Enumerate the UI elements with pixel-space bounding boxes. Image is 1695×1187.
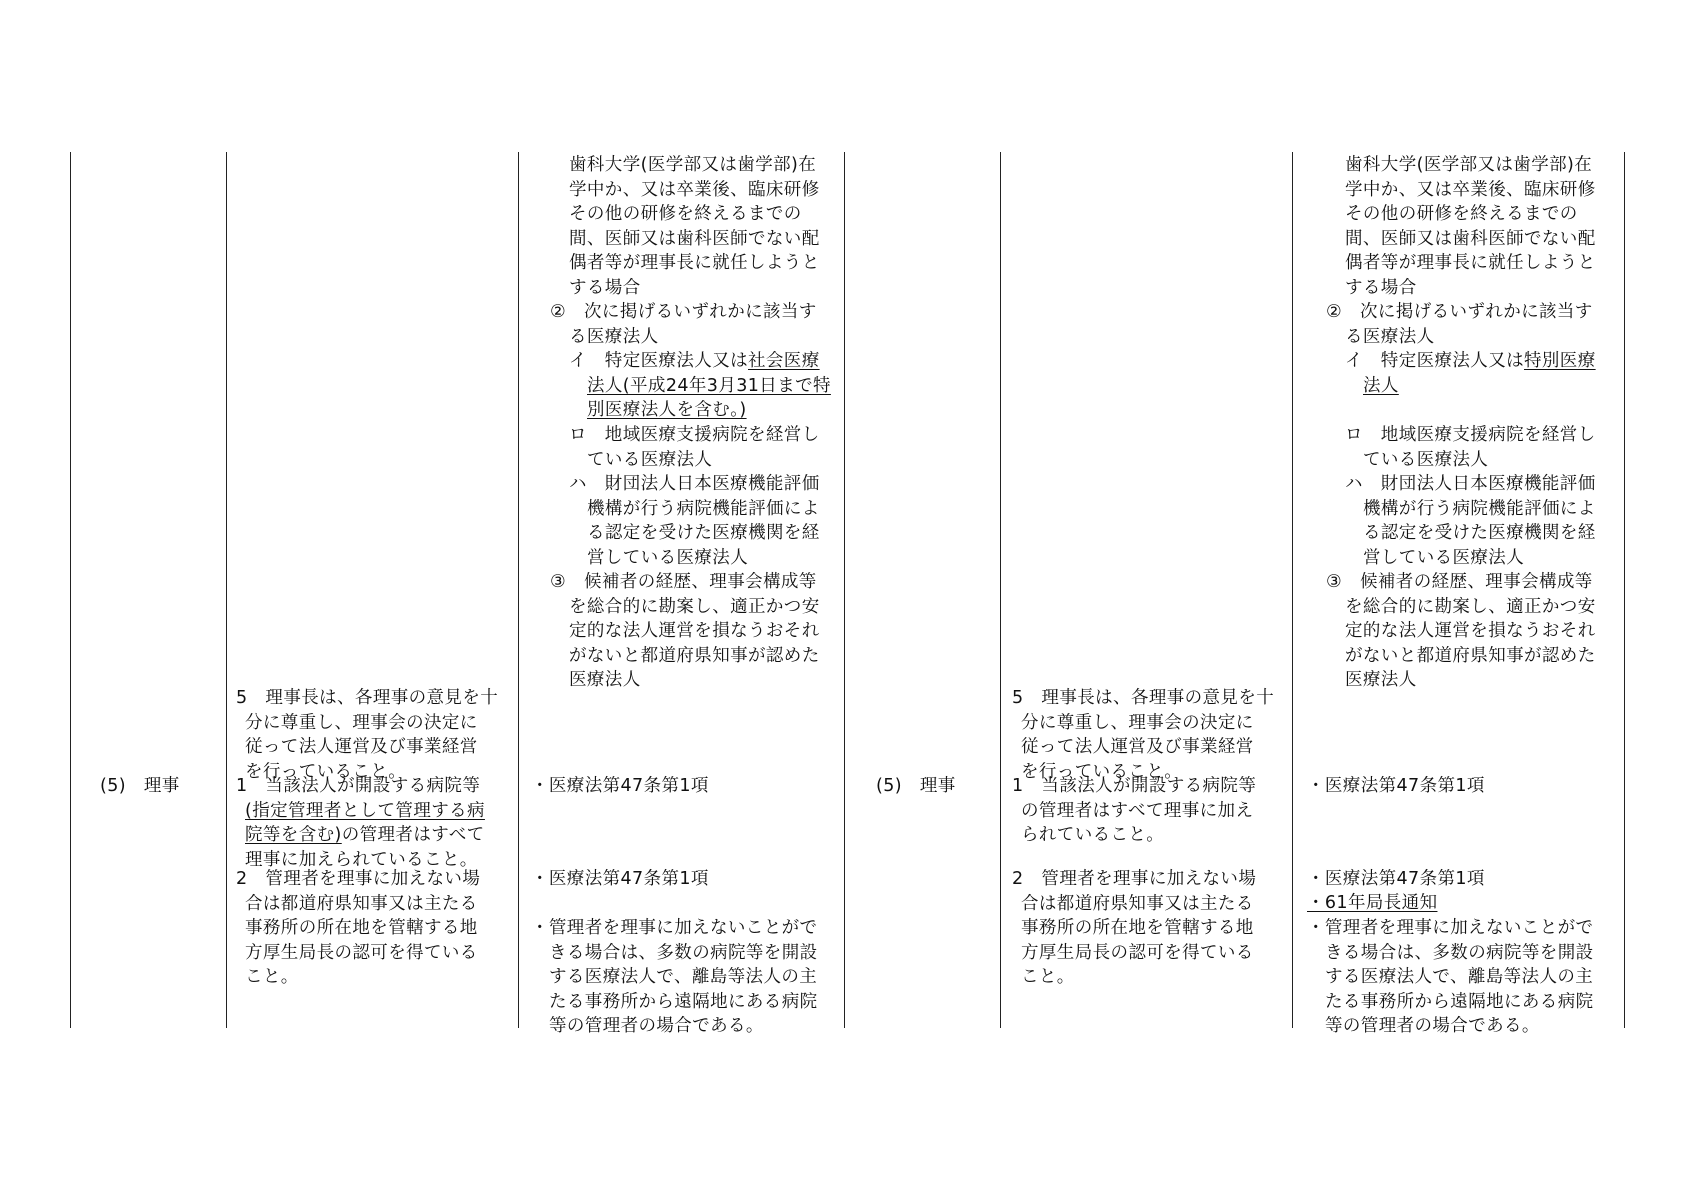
underlined-amendment: 法人: [1363, 375, 1399, 396]
section-label: (5) 理事: [100, 776, 180, 796]
text-line: 2 管理者を理事に加えない場: [1012, 869, 1257, 889]
text-line: 5 理事長は、各理事の意見を十: [1012, 688, 1275, 708]
text-line: 事務所の所在地を管轄する地: [245, 918, 478, 938]
reference-1: ・医療法第47条第1項: [1307, 776, 1485, 796]
top-note: [1345, 153, 1596, 300]
text-line: 方厚生局長の認可を得ている: [1021, 942, 1254, 963]
text-line: 営している医療法人: [1363, 547, 1525, 568]
text-line: る医療法人: [569, 326, 659, 347]
text-span: イ 特定医療法人又は: [569, 351, 748, 371]
requirement-1: [1012, 774, 1256, 848]
text-line: する場合: [569, 277, 641, 298]
text-line: 1 当該法人が開設する病院等: [236, 776, 481, 796]
item-2-ro: [1345, 423, 1596, 472]
text-line: 偶者等が理事長に就任しようと: [1345, 253, 1596, 273]
column-rule: [70, 152, 71, 1028]
text-line: たる事務所から遠隔地にある病院: [549, 991, 818, 1012]
text-line: がないと都道府県知事が認めた: [569, 645, 820, 666]
text-line: ・管理者を理事に加えないことがで: [531, 918, 818, 938]
text-line: 5 理事長は、各理事の意見を十: [236, 688, 499, 708]
text-line: ② 次に掲げるいずれかに該当す: [1326, 302, 1593, 322]
text-line: きる場合は、多数の病院等を開設: [1325, 942, 1594, 963]
underlined-amendment: 法人(平成24年3月31日まで特: [587, 375, 831, 396]
reference-2: ・医療法第47条第1項: [531, 869, 709, 889]
requirement-1: [236, 774, 485, 872]
requirement-5: [236, 686, 498, 784]
requirement-5: [1012, 686, 1274, 784]
text-line: 等の管理者の場合である。: [549, 1016, 764, 1036]
text-line: 2 管理者を理事に加えない場: [236, 869, 481, 889]
item-2: [1326, 300, 1593, 349]
text-line: その他の研修を終えるまでの: [1345, 204, 1578, 224]
text-line: する医療法人で、離島等法人の主: [549, 967, 818, 987]
text-line: る認定を受けた医療機関を経: [587, 523, 820, 543]
text-line: 定的な法人運営を損なうおそれ: [1345, 621, 1596, 641]
item-2-ro: [569, 423, 820, 472]
text-line: [236, 823, 485, 848]
text-line: 学中か、又は卒業後、臨床研修: [1345, 179, 1596, 200]
text-line: 理事に加えられていること。: [245, 849, 478, 870]
text-line: られていること。: [1021, 825, 1165, 845]
requirement-2: [1012, 867, 1256, 990]
text-line: 歯科大学(医学部又は歯学部)在: [569, 155, 817, 175]
text-line: 方厚生局長の認可を得ている: [245, 942, 478, 963]
text-line: [569, 398, 831, 423]
text-line: 間、医師又は歯科医師でない配: [1345, 228, 1596, 249]
text-line: ③ 候補者の経歴、理事会構成等: [550, 572, 817, 592]
text-line: を総合的に勘案し、適正かつ安: [1345, 596, 1596, 617]
item-2-i: [569, 349, 831, 423]
text-line: ハ 財団法人日本医療機能評価: [1345, 474, 1596, 494]
text-line: 機構が行う病院機能評価によ: [587, 498, 820, 519]
text-line: 定的な法人運営を損なうおそれ: [569, 621, 820, 641]
text-line: 偶者等が理事長に就任しようと: [569, 253, 820, 273]
text-line: ・管理者を理事に加えないことがで: [1307, 918, 1594, 938]
text-line: ② 次に掲げるいずれかに該当す: [550, 302, 817, 322]
column-rule: [226, 152, 227, 1028]
text-span: の管理者はすべて: [341, 825, 485, 845]
text-span: イ 特定医療法人又は: [1345, 351, 1524, 371]
text-line: [236, 799, 485, 824]
text-line: 事務所の所在地を管轄する地: [1021, 918, 1254, 938]
text-line: 間、医師又は歯科医師でない配: [569, 228, 820, 249]
column-rule: [1000, 152, 1001, 1028]
text-line: する医療法人で、離島等法人の主: [1325, 967, 1594, 987]
text-line: 等の管理者の場合である。: [1325, 1016, 1540, 1036]
underlined-amendment: 社会医療: [748, 351, 820, 371]
reference-note: [1307, 916, 1594, 1039]
text-line: る認定を受けた医療機関を経: [1363, 523, 1596, 543]
text-line: ている医療法人: [587, 449, 713, 470]
column-rule: [844, 152, 845, 1028]
text-line: 合は都道府県知事又は主たる: [1021, 893, 1254, 914]
text-line: ている医療法人: [1363, 449, 1489, 470]
text-line: 歯科大学(医学部又は歯学部)在: [1345, 155, 1593, 175]
requirement-2: [236, 867, 480, 990]
text-line: ロ 地域医療支援病院を経営し: [569, 425, 820, 445]
text-line: ロ 地域医療支援病院を経営し: [1345, 425, 1596, 445]
text-line: 医療法人: [1345, 670, 1417, 690]
text-line: 従って法人運営及び事業経営: [1021, 737, 1254, 757]
text-line: たる事務所から遠隔地にある病院: [1325, 991, 1594, 1012]
text-line: 分に尊重し、理事会の決定に: [245, 712, 478, 733]
underlined-amendment: 特別医療: [1524, 351, 1596, 371]
text-line: 従って法人運営及び事業経営: [245, 737, 478, 757]
text-line: 分に尊重し、理事会の決定に: [1021, 712, 1254, 733]
text-line: 1 当該法人が開設する病院等: [1012, 776, 1257, 796]
text-line: の管理者はすべて理事に加え: [1021, 800, 1254, 821]
item-3: [550, 570, 820, 693]
text-line: [569, 374, 831, 399]
text-line: 機構が行う病院機能評価によ: [1363, 498, 1596, 519]
text-line: 学中か、又は卒業後、臨床研修: [569, 179, 820, 200]
item-2: [550, 300, 817, 349]
column-rule: [518, 152, 519, 1028]
text-line: を行っていること。: [245, 761, 407, 782]
section-label: (5) 理事: [876, 776, 956, 796]
text-line: を総合的に勘案し、適正かつ安: [569, 596, 820, 617]
text-line: を行っていること。: [1021, 761, 1183, 782]
item-3: [1326, 570, 1596, 693]
text-line: こと。: [1021, 967, 1075, 987]
text-line: その他の研修を終えるまでの: [569, 204, 802, 224]
text-line: [1345, 349, 1596, 374]
text-line: きる場合は、多数の病院等を開設: [549, 942, 818, 963]
underlined-amendment: 別医療法人を含む。): [587, 400, 747, 420]
top-note: [569, 153, 820, 300]
text-line: がないと都道府県知事が認めた: [1345, 645, 1596, 666]
underlined-amendment: 院等を含む): [245, 825, 342, 845]
text-line: [1345, 374, 1596, 399]
column-rule: [1292, 152, 1293, 1028]
text-line: する場合: [1345, 277, 1417, 298]
underlined-amendment: (指定管理者として管理する病: [245, 800, 485, 821]
text-line: 営している医療法人: [587, 547, 749, 568]
item-2-ha: [569, 472, 820, 570]
reference-1: ・医療法第47条第1項: [531, 776, 709, 796]
column-rule: [1624, 152, 1625, 1028]
text-line: 合は都道府県知事又は主たる: [245, 893, 478, 914]
text-line: [569, 349, 831, 374]
text-line: ハ 財団法人日本医療機能評価: [569, 474, 820, 494]
text-line: る医療法人: [1345, 326, 1435, 347]
reference-2: ・医療法第47条第1項: [1307, 869, 1485, 889]
text-line: 医療法人: [569, 670, 641, 690]
reference-notice: ・61年局長通知: [1307, 893, 1438, 913]
text-line: ③ 候補者の経歴、理事会構成等: [1326, 572, 1593, 592]
item-2-i: [1345, 349, 1596, 398]
text-line: こと。: [245, 967, 299, 987]
item-2-ha: [1345, 472, 1596, 570]
reference-note: [531, 916, 818, 1039]
